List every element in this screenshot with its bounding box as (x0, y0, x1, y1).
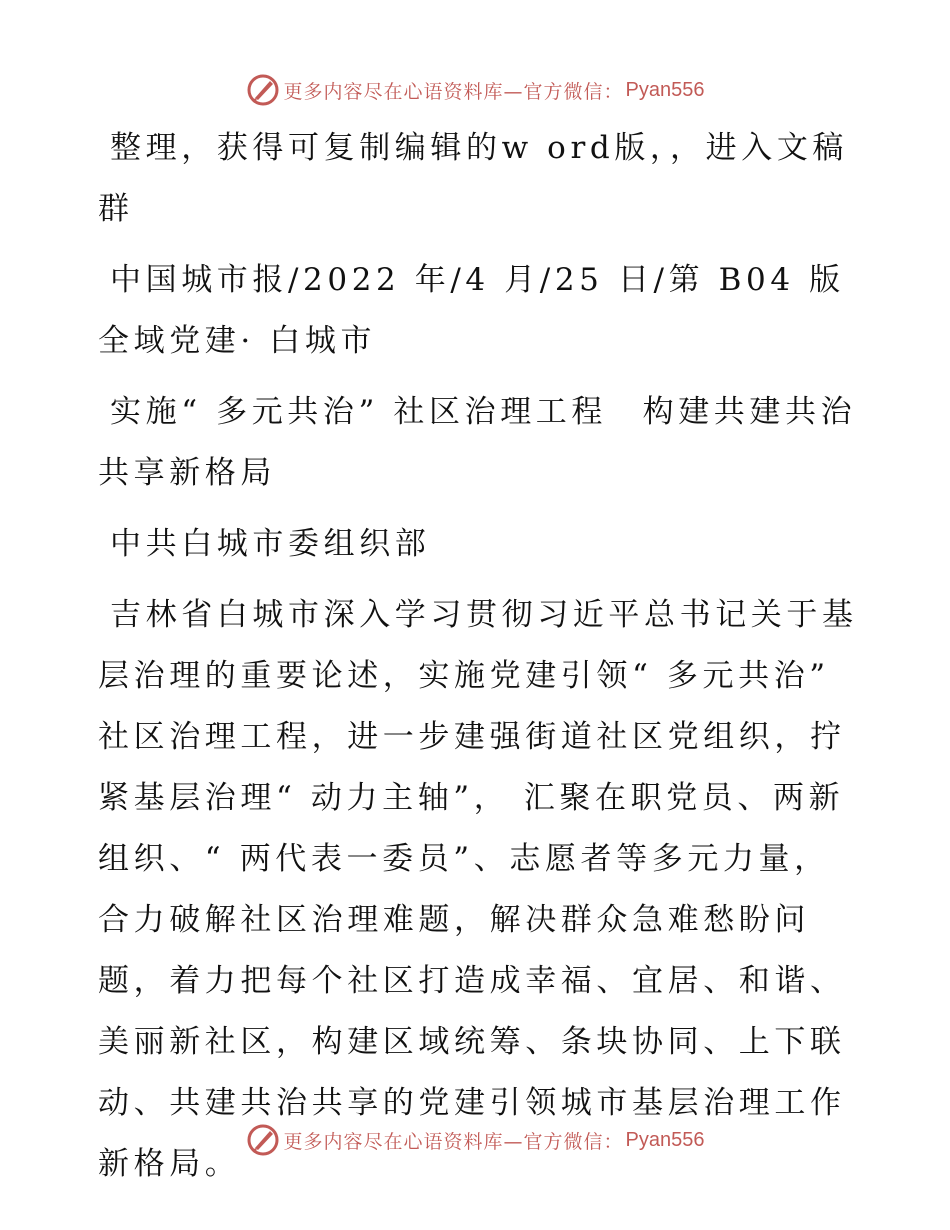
paragraph-source-line: 中国城市报/2022 年/4 月/25 日/第 B04 版全域党建· 白城市 (98, 262, 845, 359)
watermark-text: 更多内容尽在心语资料库—官方微信： (283, 80, 624, 103)
watermark-wechat-id: Pyan556 (625, 78, 705, 101)
watermark-banner-bottom (0, 1120, 950, 1160)
watermark-wechat-id: Pyan556 (625, 1128, 705, 1151)
document-body (98, 118, 858, 1205)
quill-logo-icon (246, 73, 280, 107)
paragraph-author: 中共白城市委组织部 (110, 526, 431, 562)
paragraph-article-title: 实施“ 多元共治” 社区治理工程 构建共建共治共享新格局 (98, 394, 857, 491)
quill-logo-icon (246, 1123, 280, 1157)
watermark-text: 更多内容尽在心语资料库—官方微信： (283, 1130, 624, 1153)
paragraph-body: 吉林省白城市深入学习贯彻习近平总书记关于基层治理的重要论述，实施党建引领“ 多元共治” 社区治理工程，进一步建强街道社区党组织，拧紧基层治理“ 动力主轴”， 汇聚在职党员、两新组织、“ 两代表一委员”、志愿者等多元力量，合力破解社区治理难题，解决群众急难愁盼问题，着力把每个社区打造成幸福、宜居、和谐、美丽新社区，构建区域统筹、条块协同、上下联动、共建共治共享的党建引领城市基层治理工作新格局。 (98, 597, 858, 1182)
paragraph-intro-note: 整理，获得可复制编辑的w ord版，，进入文稿群 (98, 130, 849, 227)
watermark-banner-top (0, 70, 950, 110)
